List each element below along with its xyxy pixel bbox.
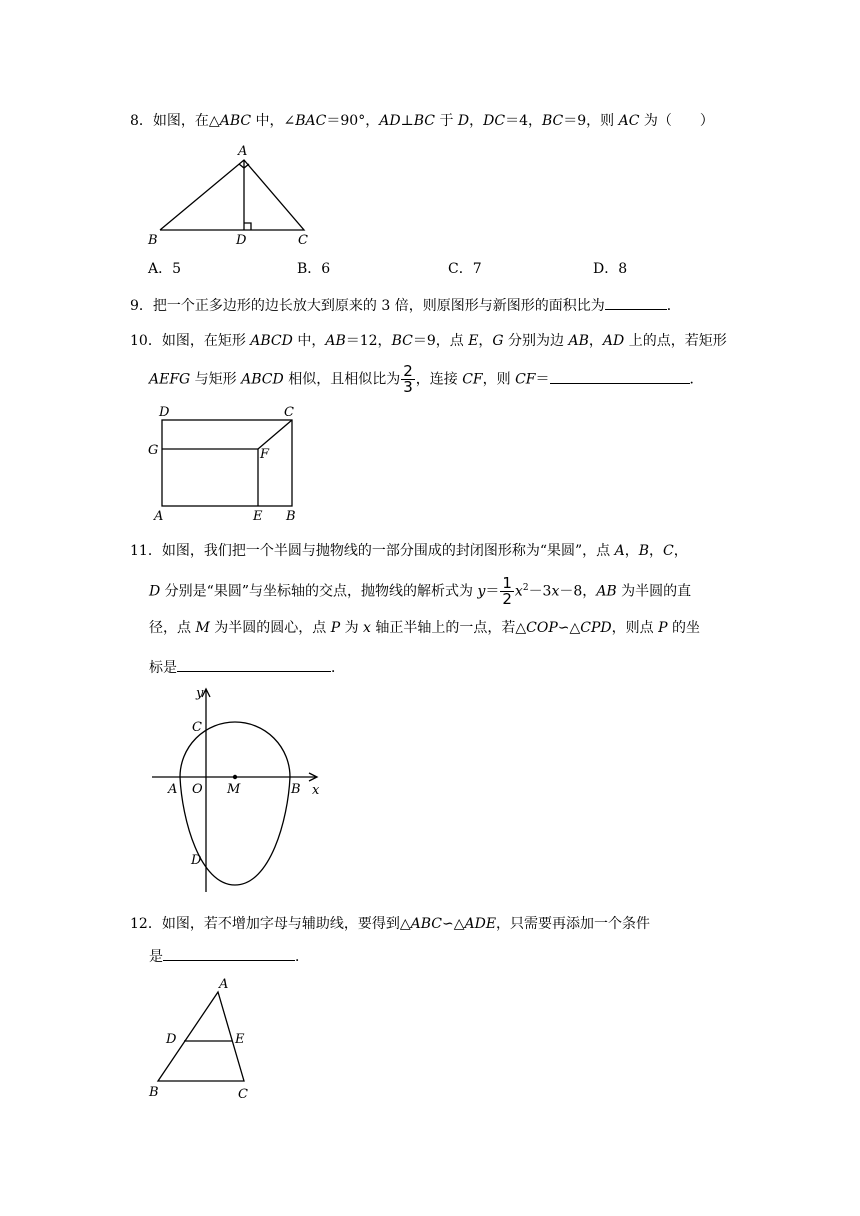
q11-label-m: M [227,782,241,797]
q11-stem-line4: 标是 ． [149,657,345,678]
q11-stem-line1: 11．如图，我们把一个半圆与抛物线的一部分围成的封闭图形称为“果圆”，点 A，B，C， [130,543,688,559]
q8-stem: 8．如图，在△ABC 中，∠BAC＝90°，AD⊥BC 于 D，DC＝4，BC＝9，则 AC 为（ ） [130,113,714,129]
q8-label-d: D [236,233,247,248]
q12-stem-line1: 12．如图，若不增加字母与辅助线，要得到△ABC∽△ADE，只需要再添加一个条件 [130,916,651,932]
q10-label-a: A [154,509,164,524]
q10-label-c: C [284,405,294,420]
q10-label-g: G [148,443,159,458]
q11-label-d: D [191,853,202,868]
q8-label-a: A [238,144,248,159]
q10-fraction: $\frac{2}{3}$ [403,362,413,396]
q10-label-e: E [253,509,263,524]
q10-stem-line2: AEFG 与矩形 ABCD 相似，且相似比为 $\frac{2}{3}$ ，连接 CF，则 CF＝ ． [149,362,704,396]
q12-label-d: D [166,1032,177,1047]
q8-choice-c[interactable]: C．7 [448,261,482,277]
q10-stem-line1: 10．如图，在矩形 ABCD 中，AB＝12，BC＝9，点 E，G 分别为边 AB，AD 上的点，若矩形 [130,333,727,349]
q12-label-b: B [149,1085,159,1100]
q9-stem: 9．把一个正多边形的边长放大到原来的 3 倍，则原图形与新图形的面积比为 ． [130,295,681,316]
q8-label-c: C [298,233,308,248]
q12-label-c: C [238,1087,248,1102]
q11-stem-line2: D 分别是“果圆”与坐标轴的交点，抛物线的解析式为 y＝ $\frac{1}{2}$ $x^2-3x-8$，AB 为半圆的直 [149,574,692,608]
q11-label-c: C [192,720,202,735]
q10-label-f: F [260,447,270,462]
q11-label-x: x [312,783,320,798]
q11-stem-line3: 径，点 M 为半圆的圆心，点 P 为 x 轴正半轴上的一点，若△COP∽△CPD，则点 P 的坐 [149,620,700,636]
q8-choice-b[interactable]: B．6 [297,261,331,277]
q8-choice-d[interactable]: D．8 [593,261,628,277]
q8-label-b: B [148,233,158,248]
q8-choice-a[interactable]: A．5 [148,261,182,277]
q11-label-b: B [291,782,301,797]
q11-label-a: A [168,782,178,797]
q12-label-a: A [219,977,229,992]
q12-stem-line2: 是 ． [149,946,309,967]
q11-label-o: O [192,782,203,797]
q10-label-d: D [159,405,170,420]
q11-label-y: y [196,686,204,701]
q12-label-e: E [235,1032,245,1047]
q10-label-b: B [286,509,296,524]
q11-fraction: $\frac{1}{2}$ [502,574,512,608]
